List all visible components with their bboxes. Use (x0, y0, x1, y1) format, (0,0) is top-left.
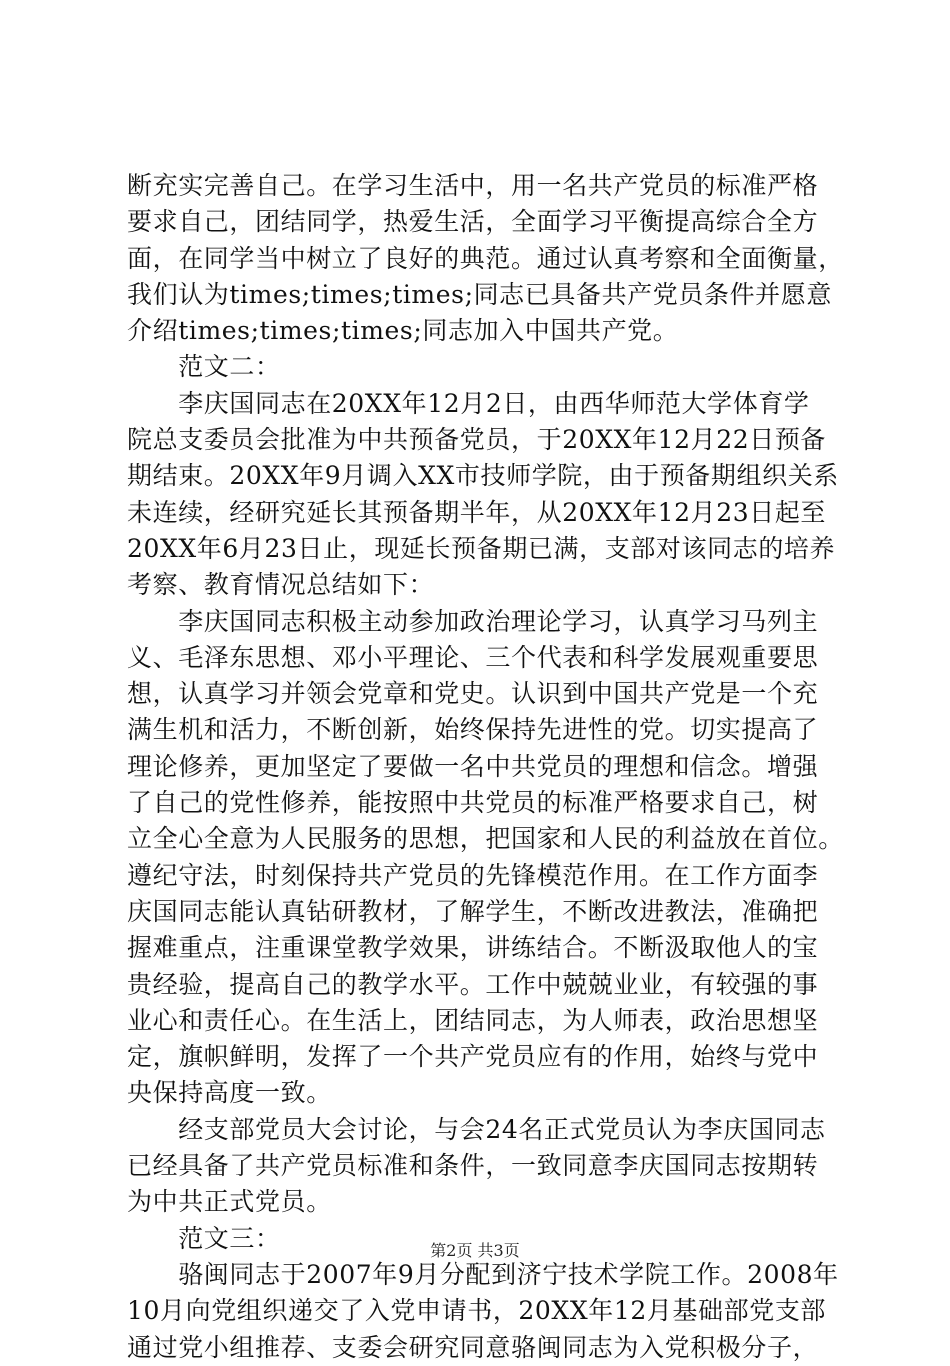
text-line: 考察、教育情况总结如下： (127, 570, 435, 600)
text-line: 握难重点，注重课堂教学效果，讲练结合。不断汲取他人的宝 (127, 933, 819, 963)
page-footer (0, 1240, 950, 1262)
text-line: 想，认真学习并领会党章和党史。认识到中国共产党是一个充 (127, 679, 819, 709)
text-line: 满生机和活力，不断创新，始终保持先进性的党。切实提高了 (127, 715, 819, 745)
text-line: 庆国同志能认真钻研教材，了解学生，不断改进教法，准确把 (127, 896, 819, 926)
text-line: 李庆国同志积极主动参加政治理论学习，认真学习马列主 (127, 606, 819, 636)
text-line: 定，旗帜鲜明，发挥了一个共产党员应有的作用，始终与党中 (127, 1042, 819, 1072)
text-line: 经支部党员大会讨论，与会24名正式党员认为李庆国同志 (127, 1114, 826, 1144)
text-line: 业心和责任心。在生活上，团结同志，为人师表，政治思想坚 (127, 1005, 819, 1035)
section-heading: 范文三： (127, 1223, 281, 1253)
text-line: 要求自己，团结同学，热爱生活，全面学习平衡提高综合全方 (127, 207, 819, 237)
text-line: 20XX年6月23日止，现延长预备期已满，支部对该同志的培养 (127, 533, 836, 563)
text-line: 央保持高度一致。 (127, 1078, 332, 1108)
text-line: 介绍times;times;times;同志加入中国共产党。 (127, 316, 679, 346)
text-line: 面，在同学当中树立了良好的典范。通过认真考察和全面衡量， (127, 243, 844, 273)
text-line: 贵经验，提高自己的教学水平。工作中兢兢业业，有较强的事 (127, 969, 819, 999)
text-line: 院总支委员会批准为中共预备党员，于20XX年12月22日预备 (127, 425, 827, 455)
text-line: 为中共正式党员。 (127, 1187, 332, 1217)
text-line: 通过党小组推荐、支委会研究同意骆闽同志为入党积极分子， (127, 1332, 819, 1362)
document-body (127, 168, 844, 1366)
text-line: 立全心全意为人民服务的思想，把国家和人民的利益放在首位。 (127, 824, 844, 854)
text-line: 遵纪守法，时刻保持共产党员的先锋模范作用。在工作方面李 (127, 860, 819, 890)
text-line: 未连续，经研究延长其预备期半年，从20XX年12月23日起至 (127, 497, 827, 527)
section-heading: 范文二： (127, 352, 281, 382)
text-line: 义、毛泽东思想、邓小平理论、三个代表和科学发展观重要思 (127, 642, 819, 672)
text-line: 我们认为times;times;times;同志已具备共产党员条件并愿意 (127, 279, 832, 309)
text-line: 10月向党组织递交了入党申请书，20XX年12月基础部党支部 (127, 1296, 827, 1326)
text-line: 了自己的党性修养，能按照中共党员的标准严格要求自己，树 (127, 788, 819, 818)
text-line: 李庆国同志在20XX年12月2日，由西华师范大学体育学 (127, 388, 810, 418)
page-indicator: 第2页 共3页 (430, 1241, 520, 1260)
text-line: 理论修养，更加坚定了要做一名中共党员的理想和信念。增强 (127, 751, 819, 781)
text-line: 期结束。20XX年9月调入XX市技师学院，由于预备期组织关系 (127, 461, 839, 491)
text-line: 骆闽同志于2007年9月分配到济宁技术学院工作。2008年 (127, 1259, 839, 1289)
text-line: 已经具备了共产党员标准和条件，一致同意李庆国同志按期转 (127, 1151, 819, 1181)
text-line: 断充实完善自己。在学习生活中，用一名共产党员的标准严格 (127, 171, 819, 200)
